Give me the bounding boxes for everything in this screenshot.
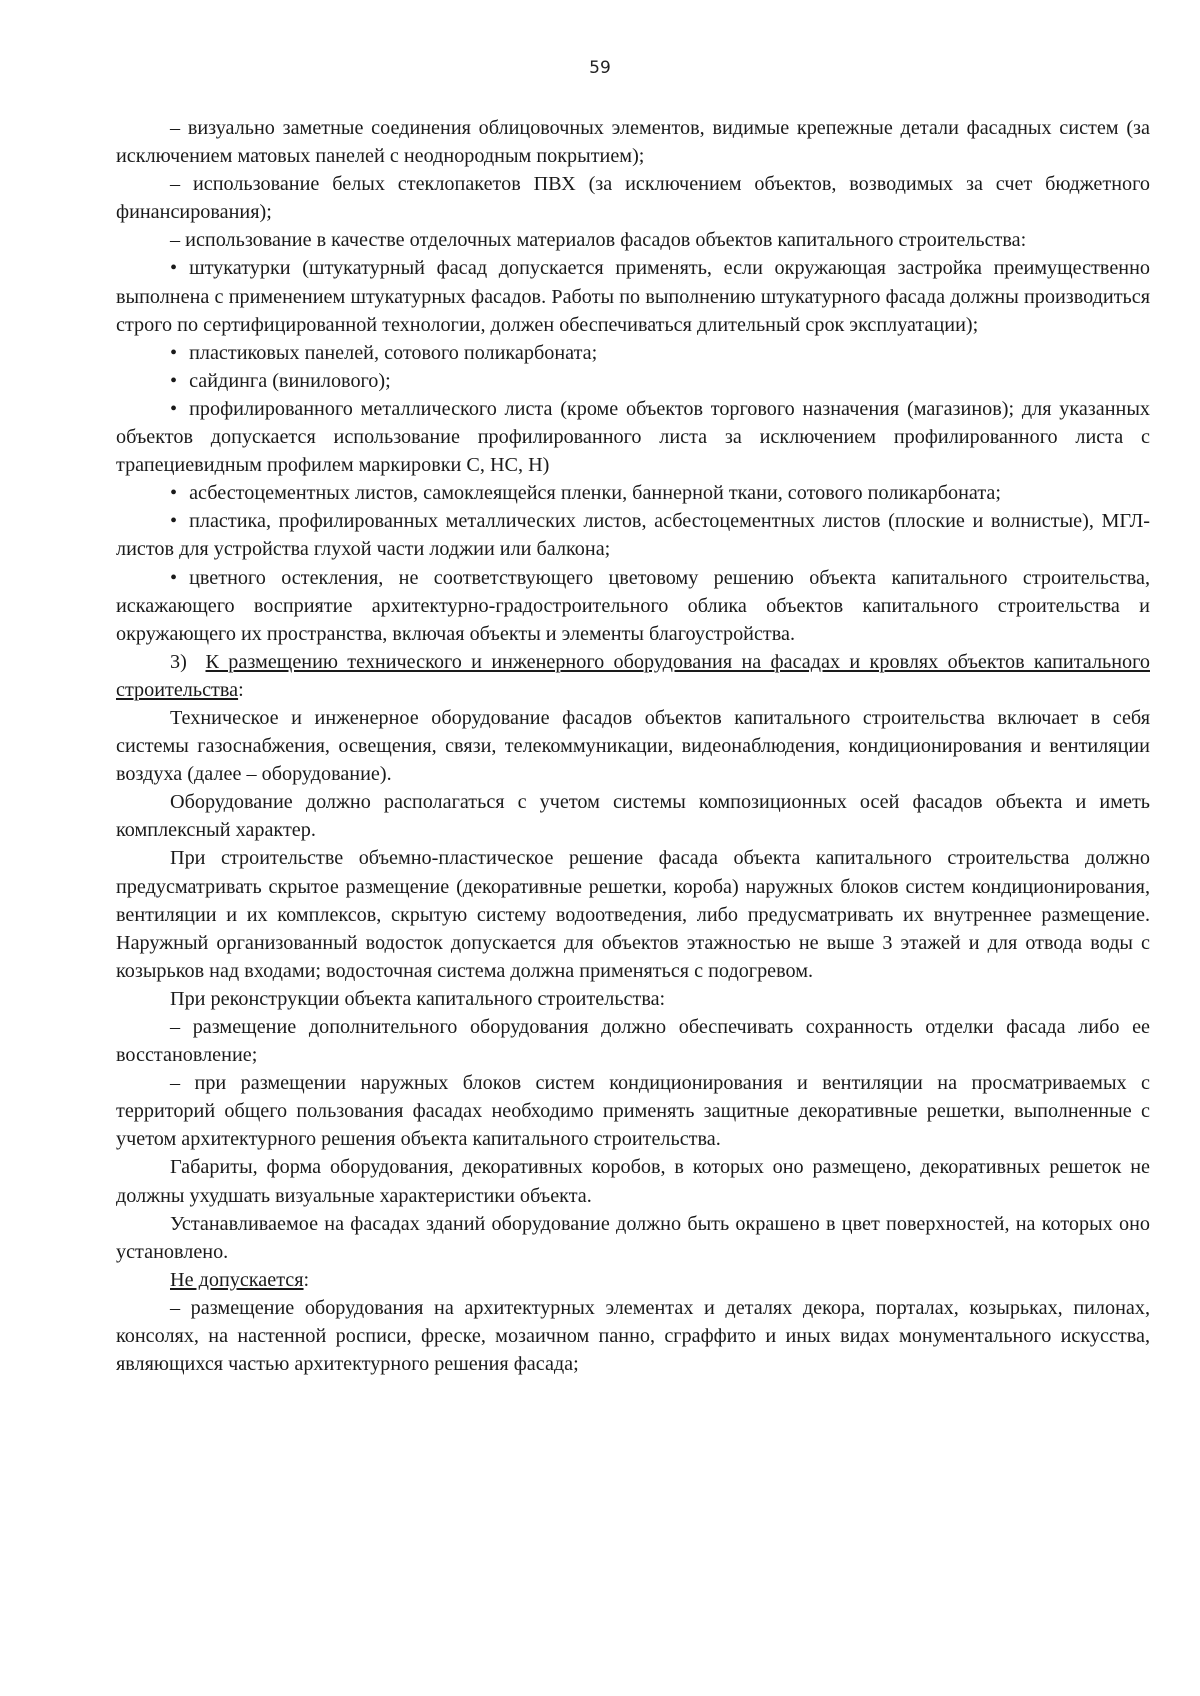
paragraph-dash-additional-equipment: – размещение дополнительного оборудования должно обеспечивать сохранность отделки фасада либо ее восстановление; [116, 1016, 1150, 1067]
paragraph-painting: Устанавливаемое на фасадах зданий оборудование должно быть окрашено в цвет поверхностей, на которых оно установлено. [116, 1212, 1150, 1263]
bullet-item-asbestos-sheets: • асбестоцементных листов, самоклеящейся пленки, баннерной ткани, сотового поликарбоната; [116, 479, 1150, 507]
heading-not-allowed-title: Не допускается [170, 1268, 304, 1291]
heading-not-allowed [116, 1266, 1150, 1294]
document-body [116, 114, 1150, 1378]
bullet-item-siding: • сайдинга (винилового); [116, 367, 1150, 395]
bullet-item-colored-glazing: • цветного остекления, не соответствующего цветовому решению объекта капитального строительства, искажающего восприятие архитектурно-градостроительного облика объектов капитального строительства и окружающего их пространства, включая объекты и элементы благоустройства. [116, 564, 1150, 648]
section-heading-equipment [116, 648, 1150, 704]
page-number: 59 [589, 58, 611, 78]
section-heading-colon: : [238, 678, 244, 701]
paragraph-dash-visible-joints: – визуально заметные соединения облицовочных элементов, видимые крепежные детали фасадных систем (за исключением матовых панелей с неоднородным покрытием); [116, 117, 1150, 168]
paragraph-dash-decor-placement: – размещение оборудования на архитектурных элементах и деталях декора, порталах, козырьках, пилонах, консолях, на настенной росписи, фреске, мозаичном панно, сграффито и иных видах монументального искусства, являющихся частью архитектурного решения фасада; [116, 1296, 1150, 1376]
paragraph-composition-axes: Оборудование должно располагаться с учетом системы композиционных осей фасадов объекта и иметь комплексный характер. [116, 791, 1150, 842]
bullet-item-plastic-mgl: • пластика, профилированных металлических листов, асбестоцементных листов (плоские и волнистые), МГЛ-листов для устройства глухой части лоджии или балкона; [116, 507, 1150, 563]
paragraph-dash-outdoor-units: – при размещении наружных блоков систем кондиционирования и вентиляции на просматриваемых с территорий общего пользования фасадах необходимо применять защитные декоративные решетки, выполненные с учетом архитектурного решения объекта капитального строительства. [116, 1072, 1150, 1151]
bullet-item-profiled-sheet: • профилированного металлического листа (кроме объектов торгового назначения (магазинов); для указанных объектов допускается использование профилированного листа за исключением профилированного листа с трапециевидным профилем маркировки С, НС, Н) [116, 395, 1150, 479]
section-number: 3) [170, 650, 187, 673]
paragraph-dimensions: Габариты, форма оборудования, декоративных коробов, в которых оно размещено, декоративных решеток не должны ухудшать визуальные характеристики объекта. [116, 1156, 1150, 1207]
bullet-item-plaster: • штукатурки (штукатурный фасад допускается применять, если окружающая застройка преимущественно выполнена с применением штукатурных фасадов. Работы по выполнению штукатурного фасада должны производиться строго по сертифицированной технологии, должен обеспечиваться длительный срок эксплуатации); [116, 254, 1150, 338]
paragraph-equipment-definition: Техническое и инженерное оборудование фасадов объектов капитального строительства включает в себя системы газоснабжения, освещения, связи, телекоммуникации, видеонаблюдения, кондиционирования и вентиляции воздуха (далее – оборудование). [116, 706, 1150, 786]
paragraph-reconstruction: При реконструкции объекта капитального строительства: [170, 987, 666, 1010]
paragraph-hidden-placement: При строительстве объемно-пластическое решение фасада объекта капитального строительства должно предусматривать скрытое размещение (декоративные решетки, короба) наружных блоков систем кондиционирования, вентиляции и их комплексов, скрытую систему водоотведения, либо предусматривать их внутреннее размещение. Наружный организованный водосток допускается для объектов этажностью не выше 3 этажей и для отвода воды с козырьков над входами; водосточная система должна применяться с подогревом. [116, 847, 1150, 982]
section-heading-title: К размещению технического и инженерного оборудования на фасадах и кровлях объектов капитального строительства [116, 650, 1150, 701]
bullet-item-plastic-panels: • пластиковых панелей, сотового поликарбоната; [116, 339, 1150, 367]
paragraph-dash-white-pvc: – использование белых стеклопакетов ПВХ (за исключением объектов, возводимых за счет бюджетного финансирования); [116, 173, 1150, 224]
paragraph-dash-finishing-materials: – использование в качестве отделочных материалов фасадов объектов капитального строительства: [170, 229, 1027, 252]
heading-not-allowed-colon: : [303, 1268, 310, 1291]
